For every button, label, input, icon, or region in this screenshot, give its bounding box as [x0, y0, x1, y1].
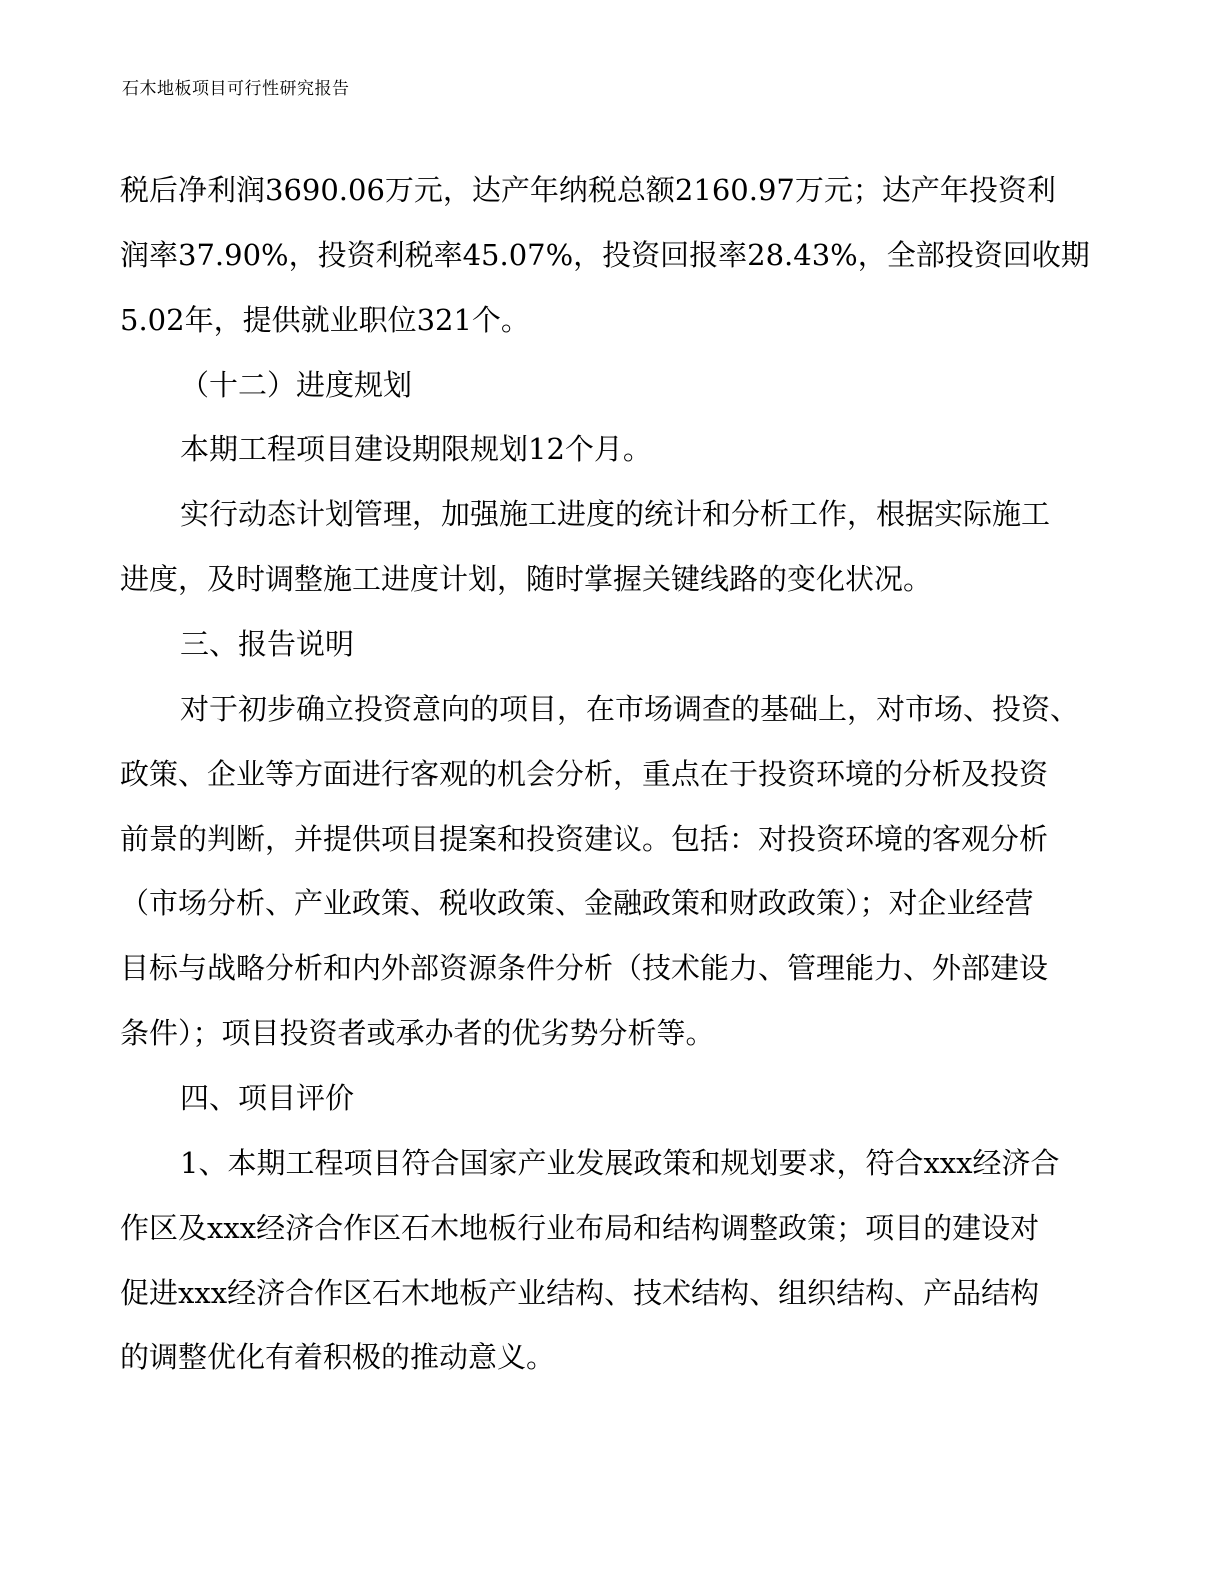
paragraph-line: 5.02年，提供就业职位321个。 [120, 303, 530, 337]
section-heading: 三、报告说明 [180, 627, 355, 661]
paragraph-line: 本期工程项目建设期限规划12个月。 [180, 432, 652, 466]
paragraph-line: 作区及xxx经济合作区石木地板行业布局和结构调整政策；项目的建设对 [120, 1211, 1040, 1245]
section-heading: （十二）进度规划 [180, 368, 413, 402]
paragraph-line: 税后净利润3690.06万元，达产年纳税总额2160.97万元；达产年投资利 [120, 173, 1056, 207]
paragraph-line: 前景的判断，并提供项目提案和投资建议。包括：对投资环境的客观分析 [120, 822, 1049, 856]
paragraph-line: 的调整优化有着积极的推动意义。 [120, 1340, 556, 1374]
paragraph-line: 目标与战略分析和内外部资源条件分析（技术能力、管理能力、外部建设 [120, 951, 1049, 985]
paragraph-line: 政策、企业等方面进行客观的机会分析，重点在于投资环境的分析及投资 [120, 757, 1049, 791]
paragraph-line: 润率37.90%，投资利税率45.07%，投资回报率28.43%，全部投资回收期 [120, 238, 1090, 272]
paragraph-line: 进度，及时调整施工进度计划，随时掌握关键线路的变化状况。 [120, 562, 933, 596]
paragraph-line: 1、本期工程项目符合国家产业发展政策和规划要求，符合xxx经济合 [180, 1146, 1060, 1180]
paragraph-line: 促进xxx经济合作区石木地板产业结构、技术结构、组织结构、产品结构 [120, 1276, 1040, 1310]
paragraph-line: （市场分析、产业政策、税收政策、金融政策和财政政策）；对企业经营 [120, 886, 1034, 920]
paragraph-line: 条件）；项目投资者或承办者的优劣势分析等。 [120, 1016, 715, 1050]
paragraph-line: 对于初步确立投资意向的项目，在市场调查的基础上，对市场、投资、 [180, 692, 1080, 726]
paragraph-line: 实行动态计划管理，加强施工进度的统计和分析工作，根据实际施工 [180, 497, 1051, 531]
page-header-title: 石木地板项目可行性研究报告 [122, 79, 350, 99]
section-heading: 四、项目评价 [180, 1081, 355, 1115]
